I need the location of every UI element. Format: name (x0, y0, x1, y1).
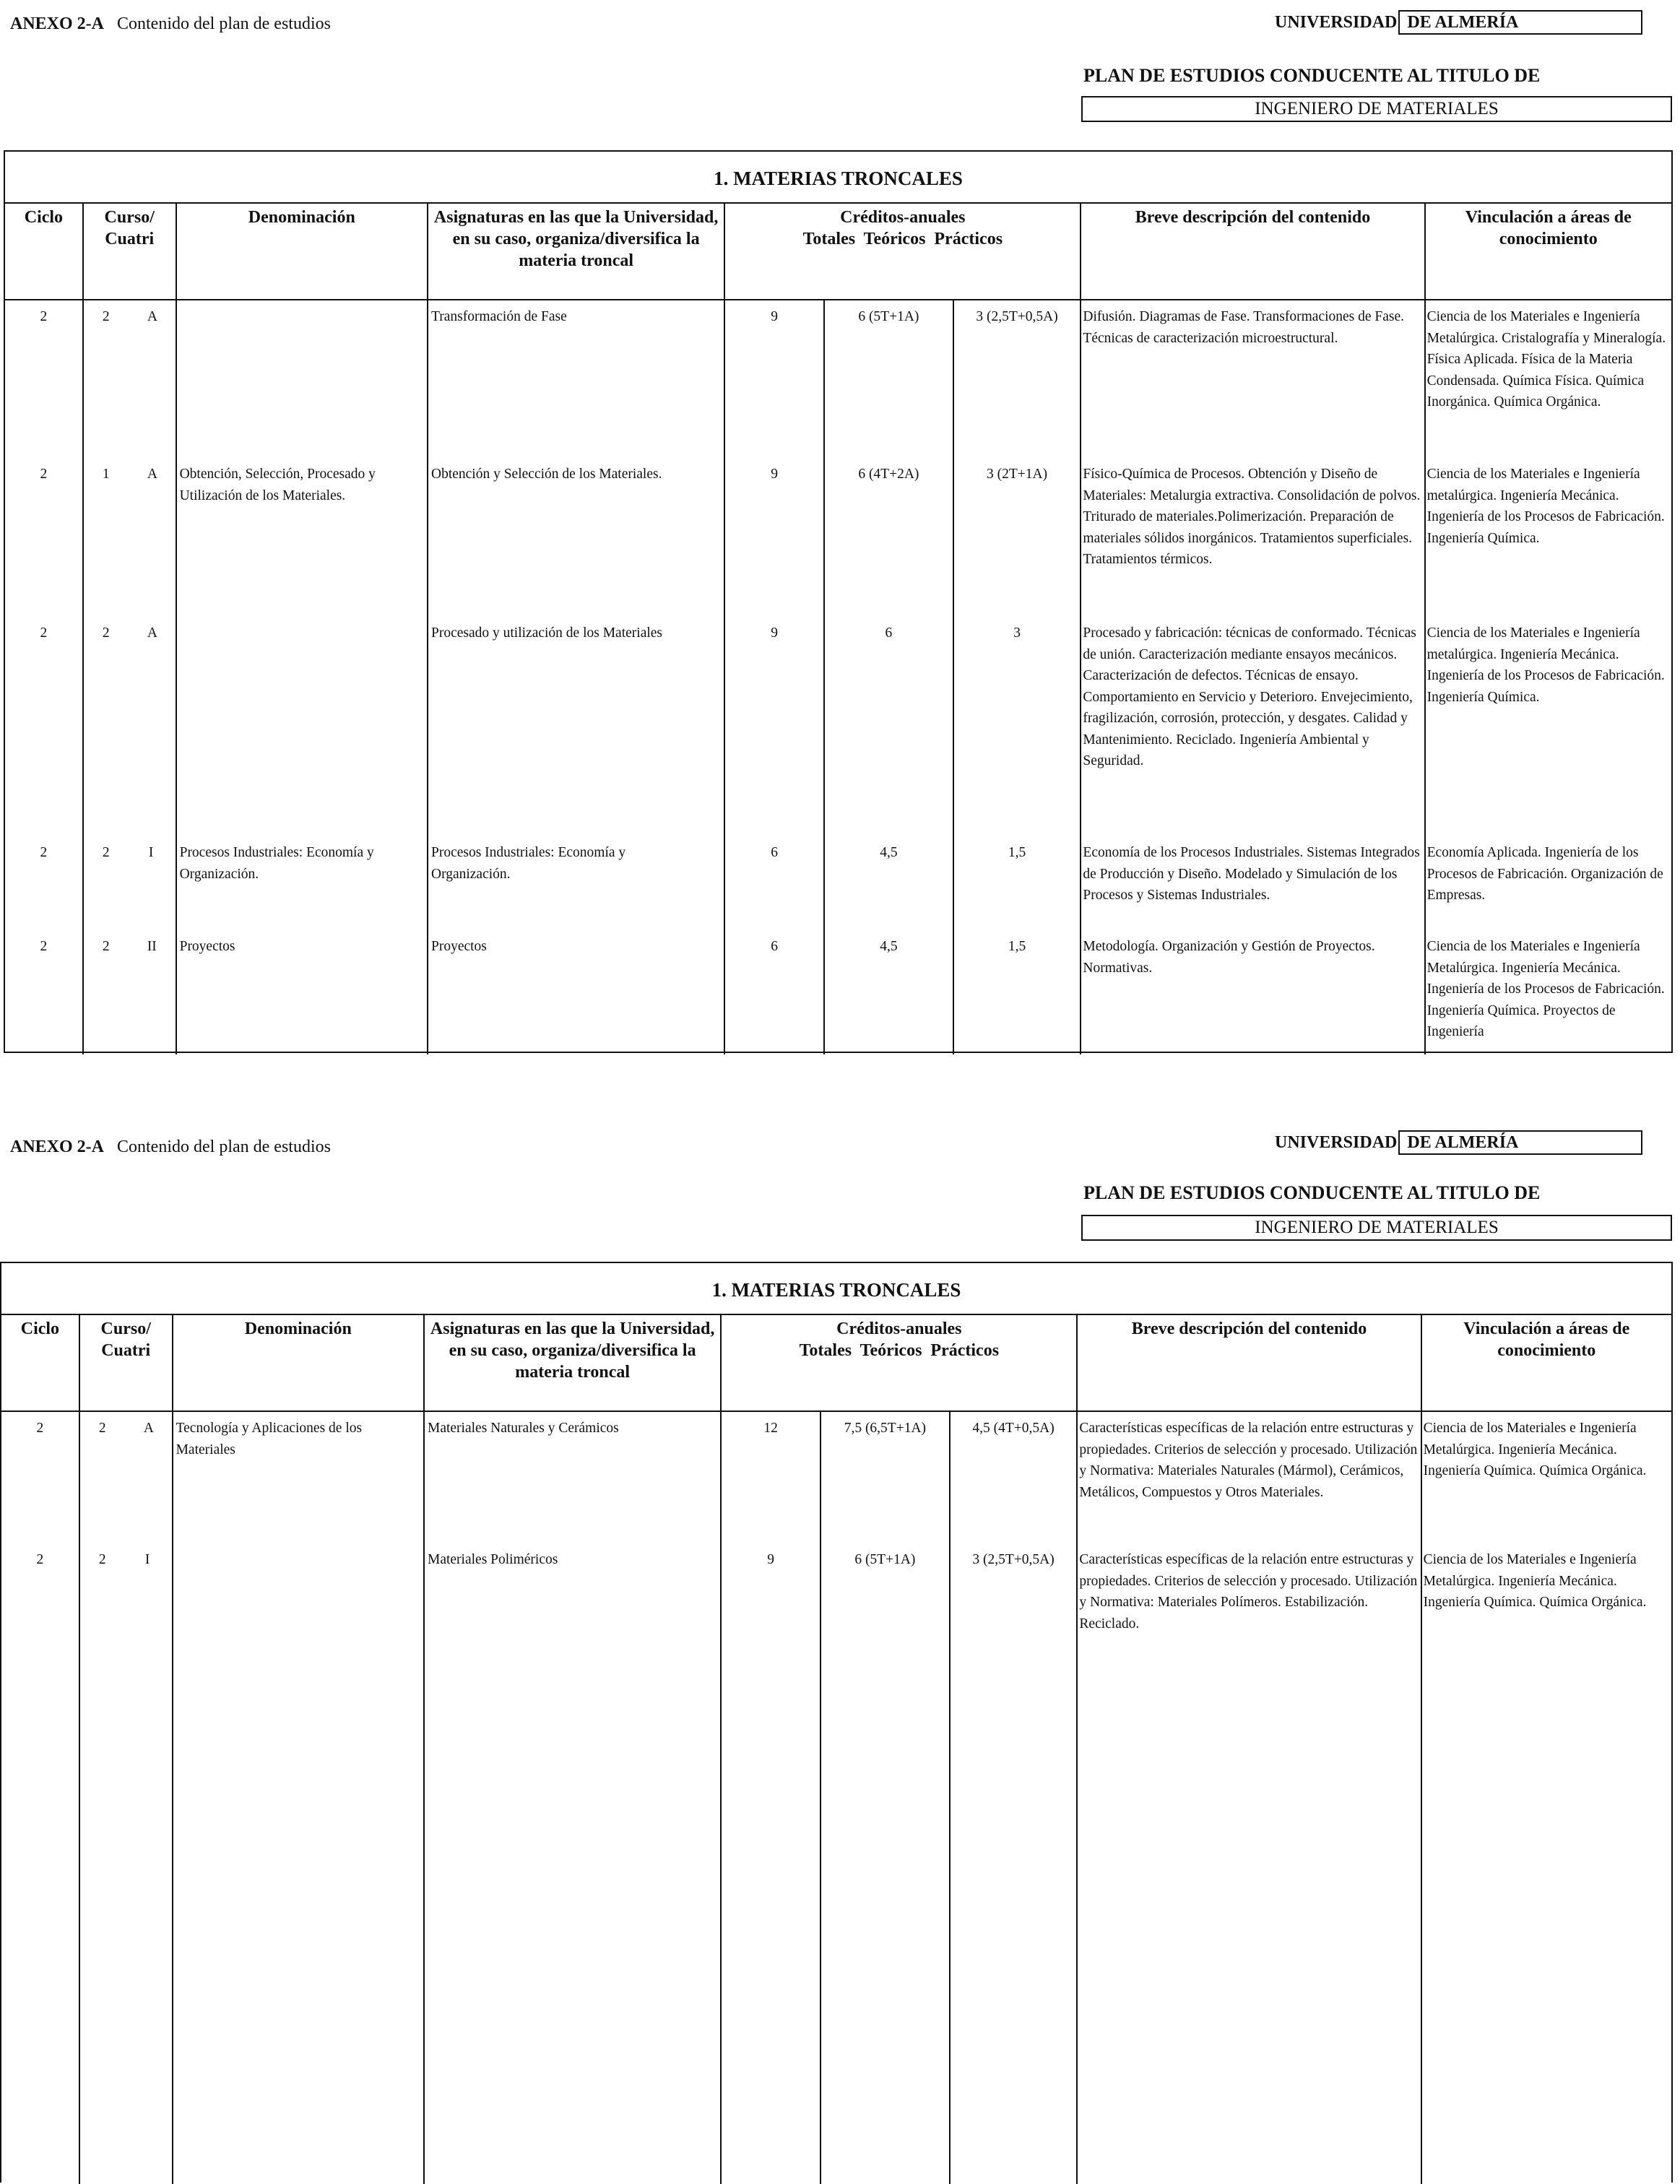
cell-practicos: 3 (2T+1A) (987, 467, 1048, 482)
header-ciclo: Ciclo (1, 1315, 80, 1410)
col-vinculacion (1426, 300, 1671, 1054)
cell-vinculacion: Ciencia de los Materiales e Ingeniería metalúrgica. Ingeniería Mecánica. Ingeniería de los Procesos de Fabricación. Ingeniería Química. (1426, 625, 1665, 705)
header-ciclo: Ciclo (5, 204, 84, 299)
annex-heading (10, 1138, 331, 1157)
col-teoricos (825, 300, 954, 1054)
col-denominacion (173, 1412, 425, 2184)
cell-ciclo: 2 (40, 467, 48, 482)
header-curso-line1: Curso/ (100, 1320, 151, 1338)
cell-denominacion: Tecnología y Aplicaciones de los Materiales (176, 1421, 363, 1457)
header-descripcion: Breve descripción del contenido (1078, 1315, 1421, 1410)
header-creditos-title: Créditos-anuales (840, 208, 966, 227)
university-field (1275, 10, 1642, 35)
cell-cuatri: A (143, 1421, 154, 1436)
cell-vinculacion: Ciencia de los Materiales e Ingeniería Metalúrgica. Ingeniería Mecánica. Ingeniería de los Procesos de Fabricación. Ingeniería Química. Proyectos de Ingeniería (1426, 939, 1665, 1039)
cell-ciclo: 2 (36, 1421, 44, 1436)
document-page-2 (0, 1116, 1680, 2183)
cell-teoricos: 7,5 (6,5T+1A) (844, 1421, 927, 1436)
header-asignaturas: Asignaturas en las que la Universidad, en su caso, organiza/diversifica la materia troncal (428, 204, 725, 299)
cell-ciclo: 2 (40, 309, 48, 324)
header-denominacion: Denominación (177, 204, 428, 299)
university-name: DE ALMERÍA (1398, 10, 1642, 35)
col-descripcion (1081, 300, 1425, 1054)
cell-denominacion: Proyectos (179, 939, 235, 954)
header-vinculacion: Vinculación a áreas de conocimiento (1463, 1320, 1630, 1360)
table-header (5, 204, 1671, 300)
cell-ciclo: 2 (36, 1552, 44, 1567)
header-curso-line2: Cuatri (105, 230, 155, 248)
annex-label: ANEXO 2-A (10, 1138, 104, 1156)
annex-text: Contenido del plan de estudios (117, 1138, 331, 1156)
header-creditos (725, 204, 1081, 299)
annex-label: ANEXO 2-A (10, 14, 104, 33)
col-curso (84, 300, 177, 1054)
section-title: 1. MATERIAS TRONCALES (1, 1263, 1671, 1315)
cell-asignatura: Proyectos (430, 939, 487, 954)
cell-descripcion: Procesado y fabricación: técnicas de conformado. Técnicas de unión. Caracterización mediante ensayos mecánicos. Caracterización de defectos. Técnicas de ensayo. Comportamiento en Servicio y Deterioro. Envejecimiento, fragilización, corrosión, protección, y desgates. Calidad y Mantenimiento. Reciclado. Ingeniería Ambiental y Seguridad. (1083, 625, 1416, 768)
cell-curso: 2 (98, 1421, 106, 1436)
cell-totales: 9 (771, 467, 779, 482)
cell-ciclo: 2 (40, 845, 48, 860)
cell-cuatri: A (147, 309, 157, 324)
cell-vinculacion: Economía Aplicada. Ingeniería de los Procesos de Fabricación. Organización de Empresas. (1426, 845, 1663, 903)
cell-denominacion: Obtención, Selección, Procesado y Utilización de los Materiales. (179, 467, 376, 503)
cell-teoricos: 4,5 (880, 845, 898, 860)
col-asignaturas (425, 1412, 722, 2184)
cell-ciclo: 2 (40, 939, 48, 954)
cell-practicos: 3 (2,5T+0,5A) (976, 309, 1058, 324)
cell-descripcion: Economía de los Procesos Industriales. Sistemas Integrados de Producción y Diseño. Modelado y Simulación de los Procesos y Sistemas Industriales. (1083, 845, 1420, 903)
table-body (1, 1412, 1671, 2184)
cell-cuatri: A (147, 467, 157, 482)
header-creditos-title: Créditos-anuales (836, 1320, 962, 1338)
cell-curso: 1 (102, 467, 110, 482)
header-vinculacion: Vinculación a áreas de conocimiento (1465, 208, 1632, 248)
materias-table (4, 150, 1673, 1053)
cell-vinculacion: Ciencia de los Materiales e Ingeniería Metalúrgica. Ingeniería Mecánica. Ingeniería Química. Química Orgánica. (1423, 1421, 1647, 1478)
plan-title: PLAN DE ESTUDIOS CONDUCENTE AL TITULO DE (1083, 65, 1541, 86)
header-asignaturas: Asignaturas en las que la Universidad, en su caso, organiza/diversifica la materia troncal (425, 1315, 722, 1410)
cell-teoricos: 6 (5T+1A) (854, 1552, 916, 1567)
cell-cuatri: A (147, 625, 157, 641)
university-field (1275, 1130, 1642, 1155)
cell-totales: 12 (763, 1421, 778, 1436)
cell-asignatura: Materiales Naturales y Cerámicos (427, 1421, 619, 1436)
cell-teoricos: 6 (885, 625, 893, 641)
cell-curso: 2 (102, 309, 110, 324)
col-vinculacion (1422, 1412, 1671, 2184)
header-curso-line1: Curso/ (104, 208, 155, 227)
plan-title: PLAN DE ESTUDIOS CONDUCENTE AL TITULO DE (1083, 1182, 1541, 1203)
header-creditos (722, 1315, 1078, 1410)
cell-curso: 2 (102, 625, 110, 641)
materias-table (0, 1262, 1673, 2183)
degree-name: INGENIERO DE MATERIALES (1081, 1215, 1672, 1241)
cell-totales: 9 (771, 625, 779, 641)
col-asignaturas (428, 300, 725, 1054)
col-ciclo (1, 1412, 80, 2184)
cell-curso: 2 (102, 939, 110, 954)
cell-asignatura: Obtención y Selección de los Materiales. (430, 467, 662, 482)
cell-teoricos: 6 (4T+2A) (858, 467, 919, 482)
cell-vinculacion: Ciencia de los Materiales e Ingeniería Metalúrgica. Ingeniería Mecánica. Ingeniería Química. Química Orgánica. (1423, 1552, 1647, 1610)
col-totales (725, 300, 825, 1054)
section-title: 1. MATERIAS TRONCALES (5, 152, 1671, 204)
header-creditos-sub: Totales Teóricos Prácticos (799, 1341, 1000, 1360)
cell-asignatura: Procesado y utilización de los Materiales (430, 625, 663, 641)
cell-asignatura: Procesos Industriales: Economía y Organización. (430, 845, 626, 882)
cell-descripcion: Características específicas de la relación entre estructuras y propiedades. Criterios de selección y procesado. Utilización y Normativa: Materiales Naturales (Mármol), Cerámicos, Metálicos, Compuestos y Otros Materiales. (1079, 1421, 1418, 1500)
cell-curso: 2 (102, 845, 110, 860)
header-descripcion: Breve descripción del contenido (1081, 204, 1425, 299)
cell-cuatri: II (147, 939, 157, 954)
header-denominacion: Denominación (173, 1315, 425, 1410)
header-curso (80, 1315, 173, 1410)
header-curso (84, 204, 177, 299)
col-denominacion (177, 300, 428, 1054)
cell-curso: 2 (98, 1552, 106, 1567)
col-practicos (954, 300, 1082, 1054)
university-name: DE ALMERÍA (1398, 1130, 1642, 1155)
annex-heading (10, 14, 331, 34)
annex-text: Contenido del plan de estudios (117, 14, 331, 33)
col-totales (722, 1412, 821, 2184)
cell-descripcion: Físico-Química de Procesos. Obtención y Diseño de Materiales: Metalurgia extractiva. Consolidación de polvos. Triturado de materiales.Polimerización. Preparación de materiales sólidos inorgánicos. Tratamientos superficiales. Tratamientos térmicos. (1083, 467, 1421, 567)
cell-vinculacion: Ciencia de los Materiales e Ingeniería Metalúrgica. Cristalografía y Mineralogía. Física Aplicada. Física de la Materia Condensada. Química Física. Química Inorgánica. Química Orgánica. (1426, 309, 1666, 410)
cell-totales: 9 (771, 309, 779, 324)
col-descripcion (1078, 1412, 1421, 2184)
cell-vinculacion: Ciencia de los Materiales e Ingeniería metalúrgica. Ingeniería Mecánica. Ingeniería de los Procesos de Fabricación. Ingeniería Química. (1426, 467, 1665, 546)
cell-asignatura: Materiales Poliméricos (427, 1552, 558, 1567)
cell-denominacion: Procesos Industriales: Economía y Organización. (179, 845, 374, 882)
table-body (5, 300, 1671, 1054)
col-teoricos (821, 1412, 951, 2184)
document-page-1 (0, 0, 1680, 1062)
cell-practicos: 1,5 (1008, 939, 1026, 954)
cell-totales: 6 (771, 845, 779, 860)
col-curso (80, 1412, 173, 2184)
header-curso-line2: Cuatri (101, 1341, 151, 1360)
cell-totales: 6 (771, 939, 779, 954)
university-label: UNIVERSIDAD (1275, 13, 1398, 32)
cell-teoricos: 6 (5T+1A) (858, 309, 919, 324)
table-header (1, 1315, 1671, 1412)
cell-practicos: 3 (2,5T+0,5A) (972, 1552, 1055, 1567)
cell-practicos: 1,5 (1008, 845, 1026, 860)
degree-name: INGENIERO DE MATERIALES (1081, 96, 1672, 122)
cell-totales: 9 (767, 1552, 775, 1567)
col-practicos (951, 1412, 1078, 2184)
cell-cuatri: I (144, 1552, 150, 1567)
cell-descripcion: Difusión. Diagramas de Fase. Transformaciones de Fase. Técnicas de caracterización microestructural. (1083, 309, 1405, 346)
cell-ciclo: 2 (40, 625, 48, 641)
university-label: UNIVERSIDAD (1275, 1133, 1398, 1152)
cell-practicos: 3 (1013, 625, 1021, 641)
cell-descripcion: Metodología. Organización y Gestión de Proyectos. Normativas. (1083, 939, 1375, 976)
cell-descripcion: Características específicas de la relación entre estructuras y propiedades. Criterios de selección y procesado. Utilización y Normativa: Materiales Polímeros. Estabilización. Reciclado. (1079, 1552, 1418, 1632)
cell-practicos: 4,5 (4T+0,5A) (972, 1421, 1055, 1436)
cell-asignatura: Transformación de Fase (430, 309, 567, 324)
col-ciclo (5, 300, 84, 1054)
cell-teoricos: 4,5 (880, 939, 898, 954)
cell-cuatri: I (148, 845, 154, 860)
header-creditos-sub: Totales Teóricos Prácticos (802, 230, 1003, 248)
